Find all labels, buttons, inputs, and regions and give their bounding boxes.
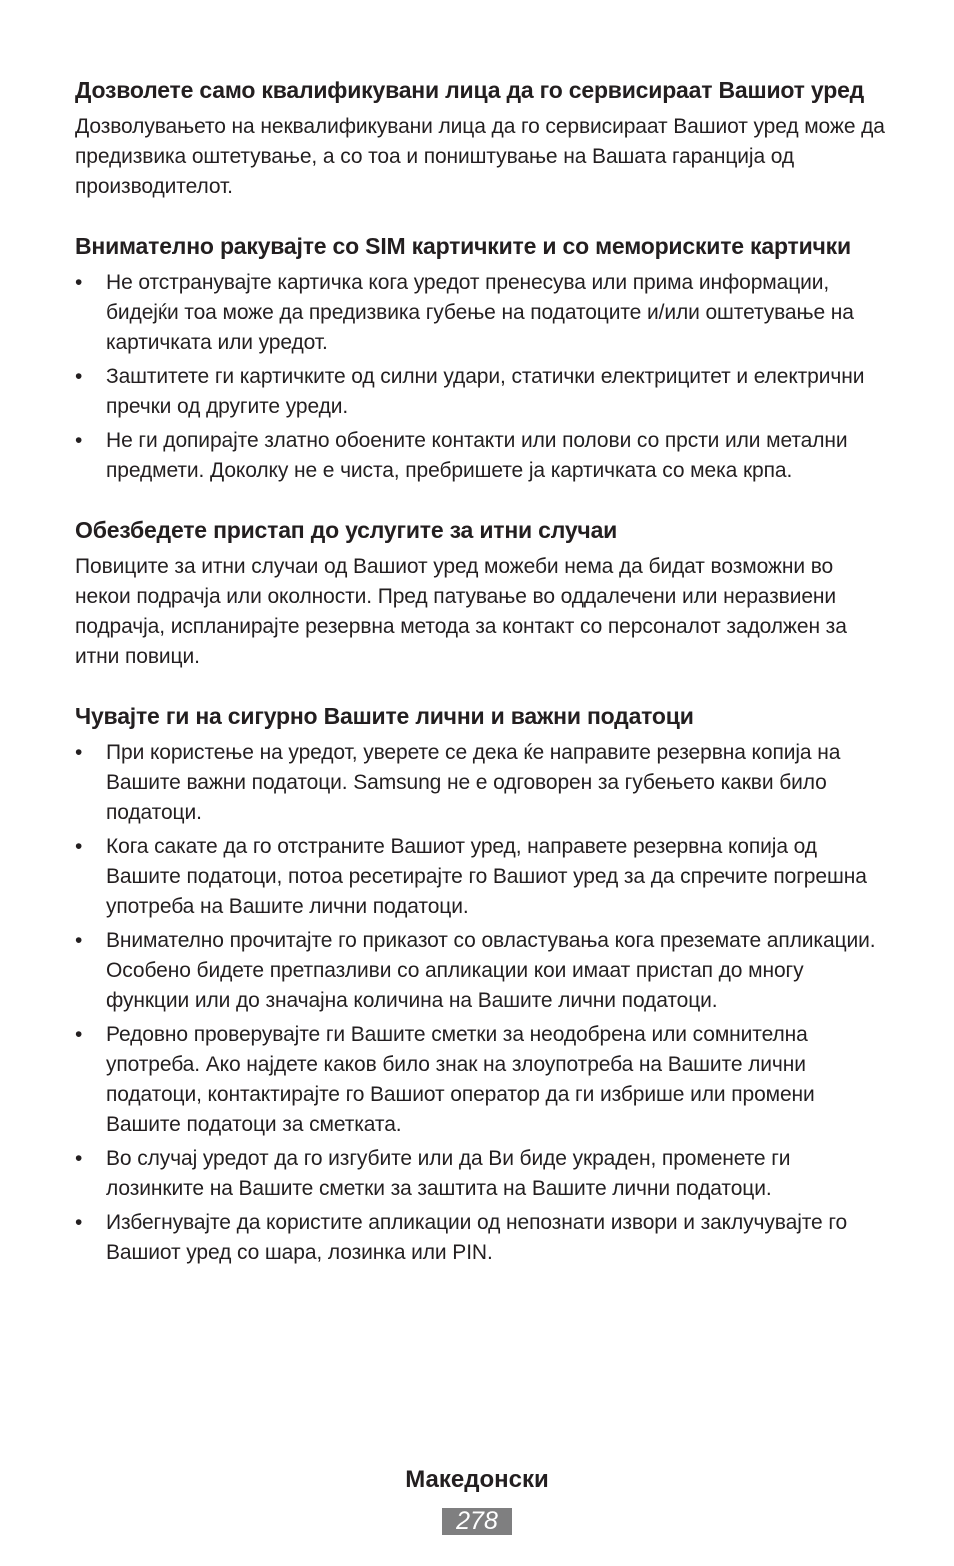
list-item-text: Во случај уредот да го изгубите или да Ви биде украден, променете ги лозинките на Вашите сметки за заштита на Вашите лични податоци.: [106, 1147, 791, 1200]
bullet-icon: •: [75, 1023, 83, 1046]
list-item: [75, 426, 885, 486]
section-heading: Обезбедете пристап до услугите за итни случаи: [75, 517, 618, 543]
list-item-text: При користење на уредот, уверете се дека ќе направите резервна копија на Вашите важни податоци. Samsung не е одговорен за губењето какви било податоци.: [106, 741, 841, 824]
list-item: [75, 738, 885, 828]
list-item-text: Избегнувајте да користите апликации од непознати извори и заклучувајте го Вашиот уред со шара, лозинка или PIN.: [106, 1211, 848, 1264]
bullet-icon: •: [75, 1147, 83, 1170]
document-body: [75, 72, 885, 1272]
bullet-icon: •: [75, 1211, 83, 1234]
section-personal-data: [75, 698, 885, 1268]
list-item-text: Редовно проверувајте ги Вашите сметки за неодобрена или сомнителна употреба. Ако најдете каков било знак на злоупотреба на Вашите лични податоци, контактирајте го Вашиот оператор да ги избрише или промени Вашите податоци за сметката.: [106, 1023, 815, 1136]
bullet-icon: •: [75, 835, 83, 858]
section-paragraph: Дозволувањето на неквалификувани лица да го сервисираат Вашиот уред може да предизвика оштетување, а со тоа и поништување на Вашата гаранција од производителот.: [75, 115, 885, 198]
section-heading: Чувајте ги на сигурно Вашите лични и важни податоци: [75, 703, 694, 729]
section-authorized-service: [75, 72, 885, 202]
footer-language: Македонски: [405, 1466, 549, 1493]
page-number-badge: 278: [442, 1508, 512, 1535]
list-item: [75, 1208, 885, 1268]
bullet-icon: •: [75, 365, 83, 388]
list-item: [75, 926, 885, 1016]
list-item-text: Внимателно прочитајте го приказот со овластувања кога преземате апликации. Особено бидете претпазливи со апликации кои имаат пристап до многу функции или до значајна количина на Вашите лични податоци.: [106, 929, 876, 1012]
list-item: [75, 268, 885, 358]
section-paragraph: Повиците за итни случаи од Вашиот уред можеби нема да бидат возможни во некои подрачја или околности. Пред патување во оддалечени или неразвиени подрачја, испланирајте резервна метода за контакт со персоналот задолжен за итни повици.: [75, 555, 847, 668]
section-heading: Дозволете само квалификувани лица да го сервисираат Вашиот уред: [75, 77, 865, 103]
section-heading: Внимателно ракувајте со SIM картичките и со мемориските картички: [75, 233, 851, 259]
bullet-icon: •: [75, 741, 83, 764]
section-emergency-services: [75, 512, 885, 672]
list-item-text: Заштитете ги картичките од силни удари, статички електрицитет и електрични пречки од другите уреди.: [106, 365, 865, 418]
list-item-text: Кога сакате да го отстраните Вашиот уред, направете резервна копија од Вашите податоци, потоа ресетирајте го Вашиот уред за да спречите погрешна употреба на Вашите лични податоци.: [106, 835, 867, 918]
list-item: [75, 832, 885, 922]
list-item: [75, 1020, 885, 1140]
list-item-text: Не отстранувајте картичка кога уредот пренесува или прима информации, бидејќи тоа може да предизвика губење на податоците и/или оштетување на картичката или уредот.: [106, 271, 854, 354]
list-item: [75, 362, 885, 422]
bullet-icon: •: [75, 929, 83, 952]
section-sim-memory-cards: [75, 228, 885, 486]
bullet-list: [75, 268, 885, 486]
bullet-icon: •: [75, 429, 83, 452]
list-item-text: Не ги допирајте златно обоените контакти или полови со прсти или метални предмети. Доколку не е чиста, пребришете ја картичката со мека крпа.: [106, 429, 848, 482]
bullet-icon: •: [75, 271, 83, 294]
list-item: [75, 1144, 885, 1204]
bullet-list: [75, 738, 885, 1268]
